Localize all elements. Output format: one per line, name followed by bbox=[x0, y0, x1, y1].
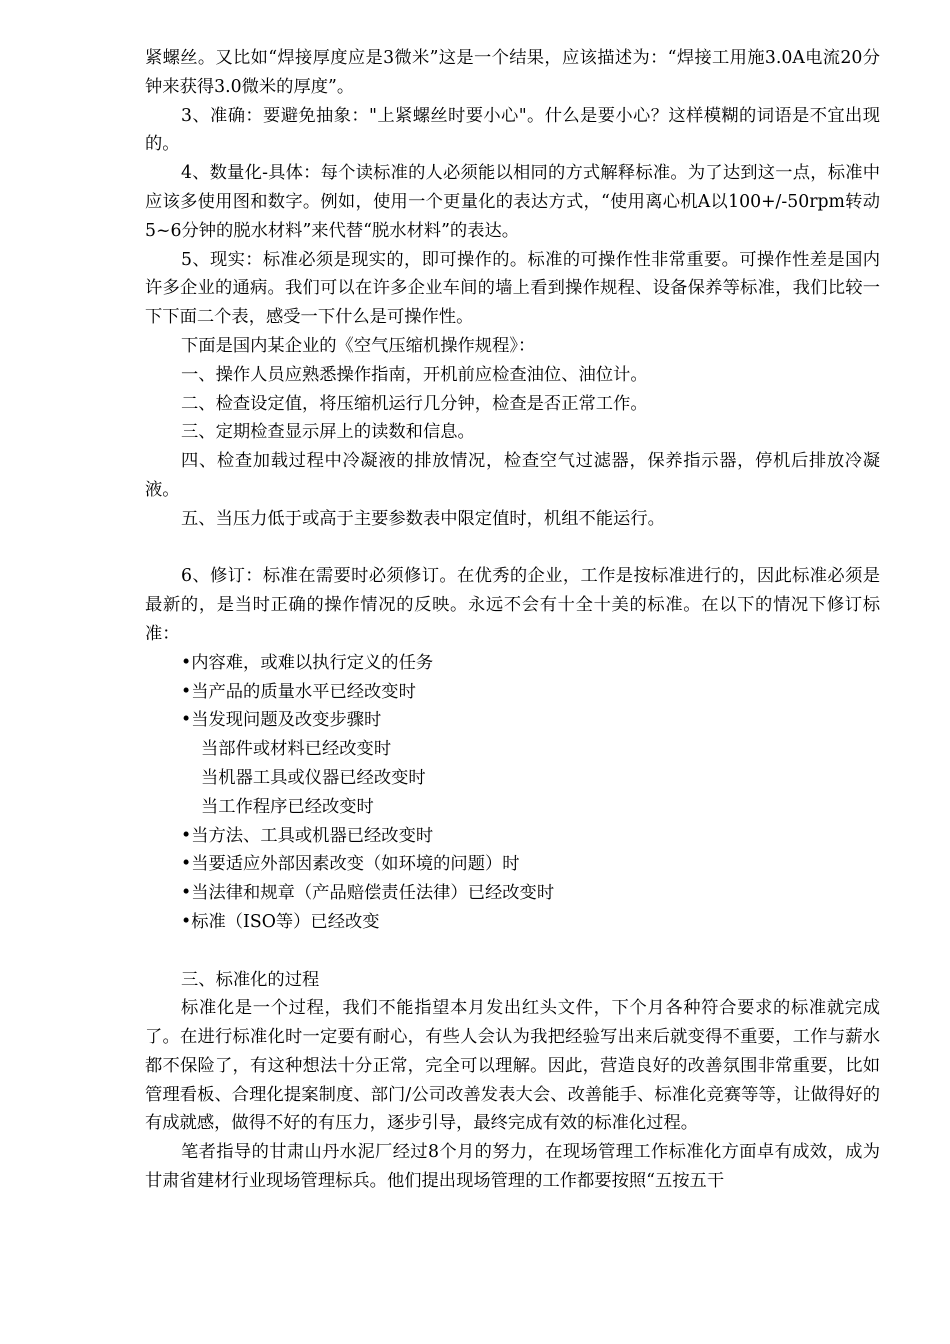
paragraph-revision: 6、修订：标准在需要时必须修订。在优秀的企业，工作是按标准进行的，因此标准必须是最新的，是当时正确的操作情况的反映。永远不会有十全十美的标准。在以下的情况下修订标准： bbox=[145, 566, 880, 644]
compressor-rule-2: 二、检查设定值，将压缩机运行几分钟，检查是否正常工作。 bbox=[181, 393, 648, 414]
compressor-rule-5: 五、当压力低于或高于主要参数表中限定值时，机组不能运行。 bbox=[181, 508, 665, 529]
paragraph-compressor-intro: 下面是国内某企业的《空气压缩机操作规程》： bbox=[181, 335, 536, 356]
paragraph-welding-example: 紧螺丝。又比如“焊接厚度应是3微米”这是一个结果，应该描述为：“焊接工用施3.0A电流20分钟来获得3.0微米的厚度”。 bbox=[145, 48, 880, 97]
list-item: •当发现问题及改变步骤时 bbox=[181, 710, 382, 731]
paragraph-quantify: 4、数量化-具体：每个读标准的人必须能以相同的方式解释标准。为了达到这一点，标准中应该多使用图和数字。例如，使用一个更量化的表达方式，“使用离心机A以100+/-50rpm转动5~6分钟的脱水材料”来代替“脱水材料”的表达。 bbox=[145, 163, 880, 241]
paragraph-realistic: 5、现实：标准必须是现实的，即可操作的。标准的可操作性非常重要。可操作性差是国内许多企业的通病。我们可以在许多企业车间的墙上看到操作规程、设备保养等标准，我们比较一下下面二个表，感受一下什么是可操作性。 bbox=[145, 249, 880, 328]
sub-list-item: 当机器工具或仪器已经改变时 bbox=[201, 767, 426, 788]
sub-list-item: 当工作程序已经改变时 bbox=[201, 796, 374, 817]
paragraph-accuracy: 3、准确：要避免抽象："上紧螺丝时要小心"。什么是要小心？这样模糊的词语是不宜出现的。 bbox=[145, 105, 880, 155]
list-item: •当方法、工具或机器已经改变时 bbox=[181, 825, 434, 846]
compressor-rule-4: 四、检查加载过程中冷凝液的排放情况，检查空气过滤器，保养指示器，停机后排放冷凝液。 bbox=[145, 451, 880, 500]
blank-line bbox=[145, 937, 880, 966]
document-page bbox=[145, 44, 880, 1196]
paragraph-case-study: 笔者指导的甘肃山丹水泥厂经过8个月的努力，在现场管理工作标准化方面卓有成效，成为甘肃省建材行业现场管理标兵。他们提出现场管理的工作都要按照“五按五干 bbox=[145, 1142, 880, 1192]
section-heading: 三、标准化的过程 bbox=[181, 969, 320, 990]
compressor-rule-1: 一、操作人员应熟悉操作指南，开机前应检查油位、油位计。 bbox=[181, 364, 648, 385]
compressor-rule-3: 三、定期检查显示屏上的读数和信息。 bbox=[181, 422, 475, 443]
blank-line bbox=[145, 534, 880, 563]
list-item: •内容难，或难以执行定义的任务 bbox=[181, 652, 434, 673]
list-item: •当要适应外部因素改变（如环境的问题）时 bbox=[181, 854, 520, 875]
paragraph-process: 标准化是一个过程，我们不能指望本月发出红头文件，下个月各种符合要求的标准就完成了。在进行标准化时一定要有耐心，有些人会认为我把经验写出来后就变得不重要，工作与薪水都不保险了，有这种想法十分正常，完全可以理解。因此，营造良好的改善氛围非常重要，比如管理看板、合理化提案制度、部门/公司改善发表大会、改善能手、标准化竞赛等等，让做得好的有成就感，做得不好的有压力，逐步引导，最终完成有效的标准化过程。 bbox=[145, 998, 880, 1134]
list-item: •标准（ISO等）已经改变 bbox=[181, 911, 380, 932]
list-item: •当产品的质量水平已经改变时 bbox=[181, 681, 416, 702]
sub-list-item: 当部件或材料已经改变时 bbox=[201, 739, 392, 760]
list-item: •当法律和规章（产品赔偿责任法律）已经改变时 bbox=[181, 883, 555, 904]
